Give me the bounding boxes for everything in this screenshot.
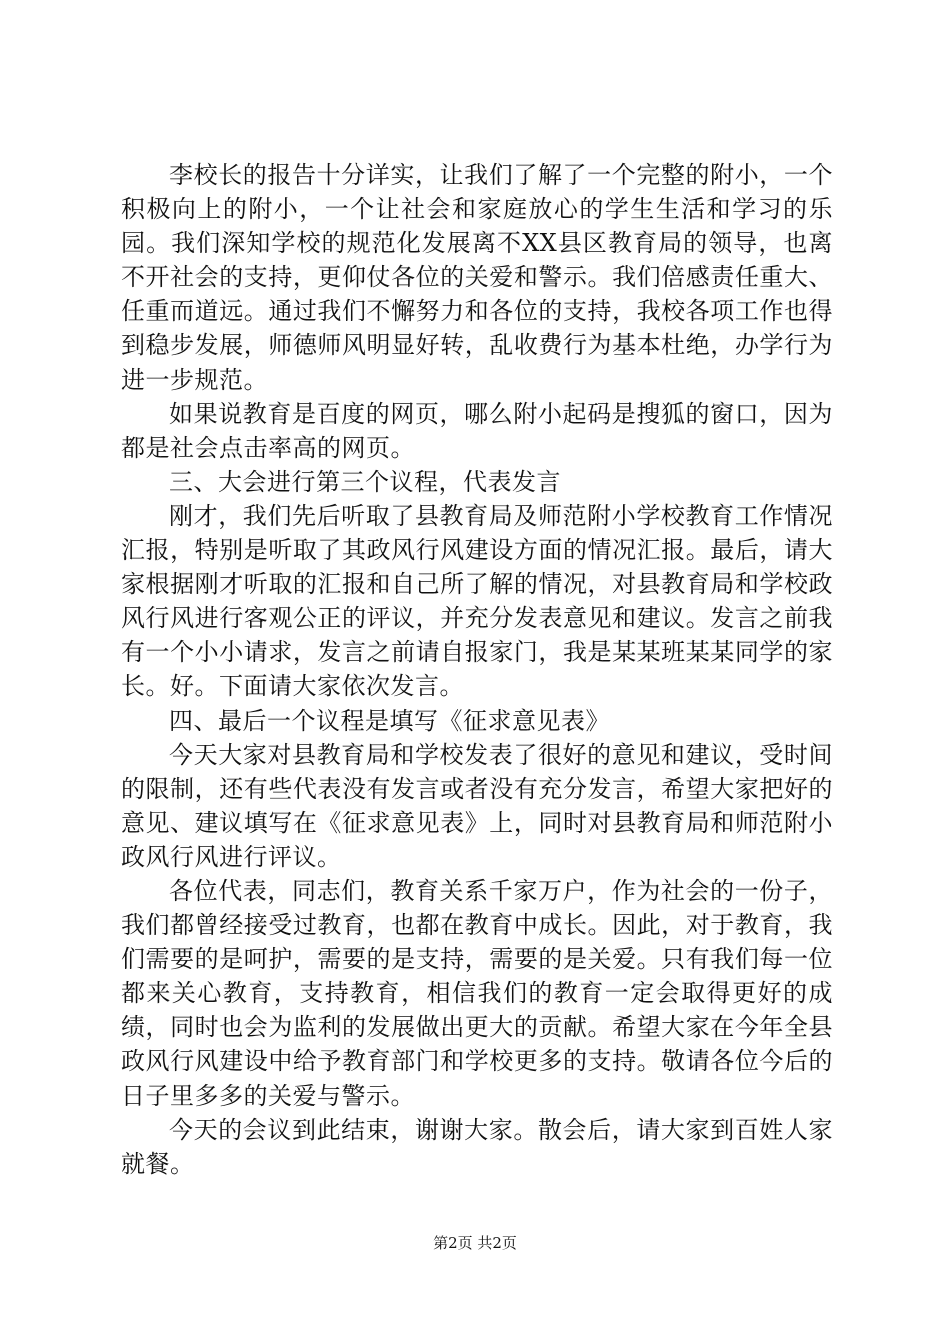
paragraph-speech-instructions: 刚才，我们先后听取了县教育局及师范附小学校教育工作情况汇报，特别是听取了其政风行风建设方面的情况汇报。最后，请大家根据刚才听取的汇报和自己所了解的情况，对县教育局和学校政风行风进行客观公正的评议，并充分发表意见和建议。发言之前我有一个小小请求，发言之前请自报家门，我是某某班某某同学的家长。好。下面请大家依次发言。 — [121, 501, 833, 701]
paragraph-analogy: 如果说教育是百度的网页，哪么附小起码是搜狐的窗口，因为都是社会点击率高的网页。 — [121, 399, 833, 462]
document-body — [121, 158, 833, 1181]
heading-agenda-four: 四、最后一个议程是填写《征求意见表》 — [169, 706, 610, 735]
heading-agenda-three: 三、大会进行第三个议程，代表发言 — [169, 467, 561, 496]
paragraph-closing-remarks: 各位代表，同志们，教育关系千家万户，作为社会的一份子，我们都曾经接受过教育，也都在教育中成长。因此，对于教育，我们需要的是呵护，需要的是支持，需要的是关爱。只有我们每一位都来关心教育，支持教育，相信我们的教育一定会取得更好的成绩，同时也会为监利的发展做出更大的贡献。希望大家在今年全县政风行风建设中给予教育部门和学校更多的支持。敬请各位今后的日子里多多的关爱与警示。 — [121, 876, 833, 1110]
page-number-footer: 第2页 共2页 — [433, 1234, 517, 1252]
paragraph-feedback-form: 今天大家对县教育局和学校发表了很好的意见和建议，受时间的限制，还有些代表没有发言或者没有充分发言，希望大家把好的意见、建议填写在《征求意见表》上，同时对县教育局和师范附小政风行风进行评议。 — [121, 740, 833, 871]
paragraph-meeting-end: 今天的会议到此结束，谢谢大家。散会后，请大家到百姓人家就餐。 — [121, 1115, 833, 1178]
paragraph-report-summary: 李校长的报告十分详实，让我们了解了一个完整的附小，一个积极向上的附小，一个让社会和家庭放心的学生生活和学习的乐园。我们深知学校的规范化发展离不XX县区教育局的领导，也离不开社会的支持，更仰仗各位的关爱和警示。我们倍感责任重大、任重而道远。通过我们不懈努力和各位的支持，我校各项工作也得到稳步发展，师德师风明显好转，乱收费行为基本杜绝，办学行为进一步规范。 — [121, 161, 833, 394]
